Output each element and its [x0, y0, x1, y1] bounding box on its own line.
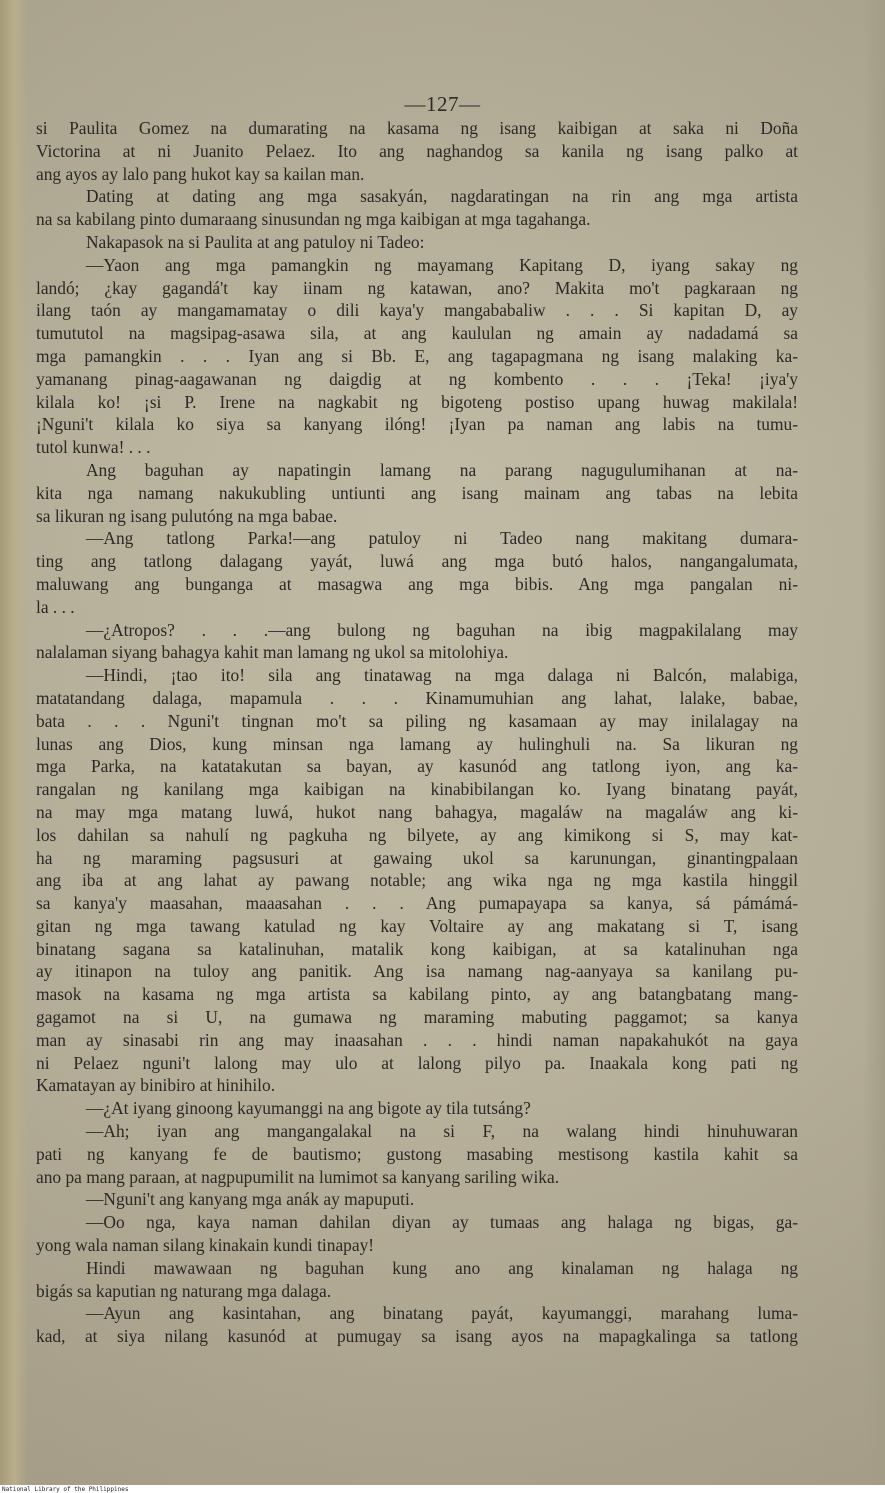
- text-line: ilang taón ay mangamamatay o dili kaya'y mangababaliw . . . Si kapitan D, ay: [36, 300, 798, 321]
- text-line: pati ng kanyang fe de bautismo; gustong masabing mestisong kastila kahit sa: [36, 1143, 798, 1164]
- text-line: —¿At iyang ginoong kayumanggi na ang bigote ay tila tutsáng?: [86, 1098, 531, 1119]
- text-line: maluwang ang bunganga at masagwa ang mga bibis. Ang mga pangalan ni-: [36, 573, 798, 594]
- text-line: Dating at dating ang mga sasakyán, nagdaratingan na rin ang mga artista: [86, 186, 798, 207]
- text-line: Kamatayan ay binibiro at hinihilo.: [36, 1075, 276, 1096]
- text-line: ha ng maraming pagsusuri at gawaing ukol sa karunungan, ginantingpalaan: [36, 847, 798, 868]
- text-line: gagamot na si U, na gumawa ng maraming mabuting paggamot; sa kanya: [36, 1007, 798, 1028]
- text-line: —Ah; iyan ang mangangalakal na si F, na walang hindi hinuhuwaran: [86, 1121, 798, 1142]
- page-number: —127—: [404, 92, 481, 116]
- text-line: yamanang pinag-aagawanan ng daigdig at ng kombento . . . ¡Teka! ¡iya'y: [36, 368, 798, 389]
- text-line: na sa kabilang pinto dumaraang sinusundan ng mga kaibigan at mga tagahanga.: [36, 209, 591, 230]
- text-line: na may mga matang luwá, hukot nang bahagya, magaláw na magaláw ang ki-: [36, 801, 798, 822]
- text-line: gitan ng mga tawang katulad ng kay Voltaire ay ang makatang si T, isang: [36, 915, 798, 936]
- text-line: si Paulita Gomez na dumarating na kasama ng isang kaibigan at saka ni Doña: [36, 118, 798, 138]
- body-text: [36, 117, 798, 1348]
- text-line: Victorina at ni Juanito Pelaez. Ito ang naghandog sa kanila ng isang palko at: [36, 140, 798, 161]
- text-line: ano pa mang paraan, at nagpupumilit na lumimot sa kanyang sariling wika.: [36, 1166, 560, 1187]
- text-line: man ay sinasabi rin ang may inaasahan . . . hindi naman napakahukót na gaya: [36, 1029, 798, 1050]
- text-line: Hindi mawawaan ng baguhan kung ano ang kinalaman ng halaga ng: [86, 1257, 798, 1278]
- text-line: ni Pelaez nguni't lalong may ulo at lalong pilyo pa. Inaakala kong pati ng: [36, 1052, 798, 1073]
- text-line: kad, at siya nilang kasunód at pumugay sa isang ayos na mapagkalinga sa tatlong: [36, 1326, 798, 1347]
- text-line: la . . .: [36, 596, 75, 617]
- text-line: nalalaman siyang bahagya kahit man lamang ng ukol sa mitolohiya.: [36, 642, 509, 663]
- text-line: los dahilan sa nahulí ng pagkuha ng bilyete, ay ang kimikong si S, may kat-: [36, 824, 798, 845]
- text-line: sa kanya'y maasahan, maaasahan . . . Ang pumapayapa sa kanya, sá pámámá-: [36, 893, 798, 914]
- text-line: ¡Nguni't kilala ko siya sa kanyang ilóng! ¡Iyan pa naman ang labis na tumu-: [36, 414, 798, 435]
- text-line: —Hindi, ¡tao ito! sila ang tinatawag na mga dalaga ni Balcón, malabiga,: [86, 665, 798, 686]
- text-line: rangalan ng kanilang mga kaibigan na kinabibilangan ko. Iyang binatang payát,: [36, 779, 798, 800]
- page-left-edge-shadow: [0, 0, 28, 1485]
- text-line: Nakapasok na si Paulita at ang patuloy ni Tadeo:: [86, 231, 425, 252]
- text-line: matatandang dalaga, mapamula . . . Kinamumuhian ang lahat, lalake, babae,: [36, 687, 798, 708]
- library-credit: National Library of the Philippines: [2, 1486, 129, 1493]
- text-line: bata . . . Nguni't tingnan mo't sa piling ng kasamaan ay may inilalagay na: [36, 710, 798, 731]
- text-line: Ang baguhan ay napatingin lamang na parang nagugulumihanan at na-: [86, 459, 798, 480]
- text-line: bigás sa kaputian ng naturang mga dalaga.: [36, 1280, 332, 1301]
- text-line: yong wala naman silang kinakain kundi tinapay!: [36, 1235, 375, 1256]
- text-line: kilala ko! ¡si P. Irene na nagkabit ng bigoteng postiso upang huwag makilala!: [36, 391, 798, 412]
- text-line: sa likuran ng isang pulutóng na mga babae.: [36, 505, 338, 526]
- text-line: —Yaon ang mga pamangkin ng mayamang Kapitang D, iyang sakay ng: [86, 254, 798, 275]
- text-line: ting ang tatlong dalagang yayát, luwá ang mga butó halos, nangangalumata,: [36, 551, 798, 572]
- page-right-edge-shadow: [863, 0, 885, 1485]
- text-line: —Oo nga, kaya naman dahilan diyan ay tumaas ang halaga ng bigas, ga-: [86, 1212, 798, 1233]
- text-line: tumututol na magsipag-asawa sila, at ang kaululan ng amain ay nadadamá sa: [36, 323, 798, 344]
- text-line: ang iba at ang lahat ay pawang notable; ang wika nga ng mga kastila hinggil: [36, 870, 798, 891]
- text-line: landó; ¿kay gagandá't kay iinam ng katawan, ano? Makita mo't pagkaraan ng: [36, 277, 798, 298]
- text-line: mga Parka, na katatakutan sa bayan, ay kasunód ang tatlong iyon, ang ka-: [36, 756, 798, 777]
- text-line: —Nguni't ang kanyang mga anák ay mapuputi.: [86, 1189, 415, 1210]
- text-line: —Ang tatlong Parka!—ang patuloy ni Tadeo nang makitang dumara-: [86, 528, 798, 549]
- text-line: lunas ang Dios, kung minsan nga lamang ay hulinghuli na. Sa likuran ng: [36, 733, 798, 754]
- text-line: —Ayun ang kasintahan, ang binatang payát, kayumanggi, marahang luma-: [86, 1303, 798, 1324]
- text-line: mga pamangkin . . . Iyan ang si Bb. E, ang tagapagmana ng isang malaking ka-: [36, 345, 798, 366]
- text-line: ay itinapon na tuloy ang panitik. Ang isa namang nag-aanyaya sa kanilang pu-: [36, 961, 798, 982]
- text-line: —¿Atropos? . . .—ang bulong ng baguhan na ibig magpakilalang may: [86, 619, 798, 640]
- text-line: masok na kasama ng mga artista sa kabilang pinto, ay ang batangbatang mang-: [36, 984, 798, 1005]
- text-line: ang ayos ay lalo pang hukot kay sa kailan man.: [36, 163, 365, 184]
- text-line: tutol kunwa! . . .: [36, 437, 151, 458]
- text-line: binatang sagana sa katalinuhan, matalik kong kaibigan, at sa katalinuhan nga: [36, 938, 798, 959]
- text-line: kita nga namang nakukubling untiunti ang isang mainam ang tabas na lebita: [36, 482, 798, 503]
